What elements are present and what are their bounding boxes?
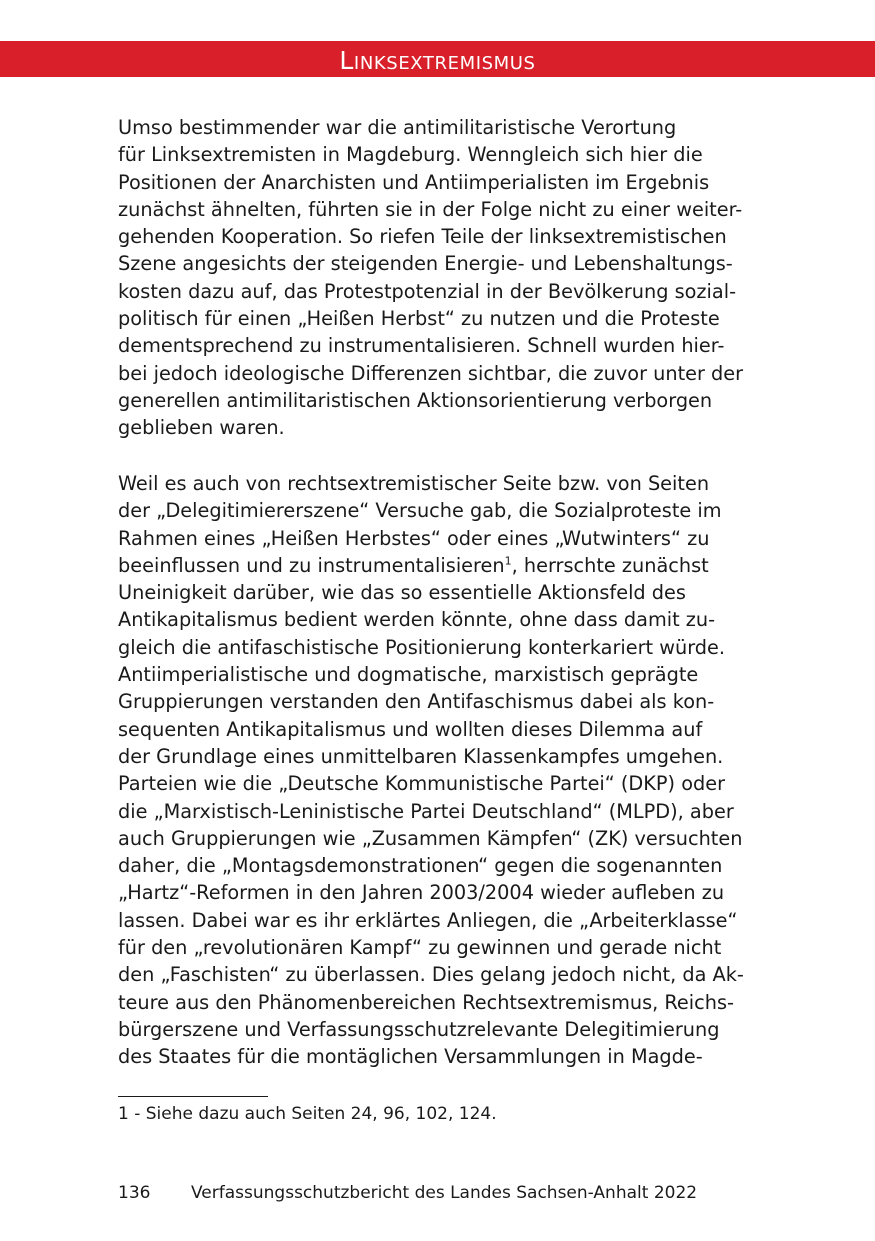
section-header-bar bbox=[0, 41, 875, 77]
text-line: Positionen der Anarchisten und Antiimperialisten im Ergebnis bbox=[118, 170, 710, 194]
text-line: Uneinigkeit darüber, wie das so essentielle Aktionsfeld des bbox=[118, 581, 686, 605]
text-line: zunächst ähnelten, führten sie in der Folge nicht zu einer weiter- bbox=[118, 197, 743, 221]
text-line: Parteien wie die „Deutsche Kommunistische Partei“ (DKP) oder bbox=[118, 772, 726, 796]
footnote-divider bbox=[118, 1096, 268, 1097]
text-line: teure aus den Phänomenbereichen Rechtsextremismus, Reichs- bbox=[118, 990, 734, 1014]
text-line: Weil es auch von rechtsextremistischer Seite bzw. von Seiten bbox=[118, 472, 710, 495]
footnote: 1 - Siehe dazu auch Seiten 24, 96, 102, 124. bbox=[118, 1104, 497, 1124]
text-line: kosten dazu auf, das Protestpotenzial in der Bevölkerung sozial- bbox=[118, 279, 737, 303]
text-line: der „Delegitimiererszene“ Versuche gab, die Sozialproteste im bbox=[118, 499, 722, 523]
text-line: des Staates für die montäglichen Versammlungen in Magde- bbox=[118, 1045, 703, 1069]
text-line: sequenten Antikapitalismus und wollten dieses Dilemma auf bbox=[118, 717, 703, 741]
text-segment: beeinflussen und zu instrumentalisieren bbox=[118, 553, 505, 577]
text-line: daher, die „Montagsdemonstrationen“ gegen die sogenannten bbox=[118, 854, 723, 878]
text-line: Szene angesichts der steigenden Energie- und Lebenshaltungs- bbox=[118, 252, 733, 276]
text-line: Rahmen eines „Heißen Herbstes“ oder eines „Wutwinters“ zu bbox=[118, 526, 710, 550]
text-line: „Hartz“-Reformen in den Jahren 2003/2004 wieder aufleben zu bbox=[118, 881, 725, 905]
text-line: auch Gruppierungen wie „Zusammen Kämpfen“ (ZK) versuchten bbox=[118, 826, 743, 850]
text-line: lassen. Dabei war es ihr erklärtes Anliegen, die „Arbeiterklasse“ bbox=[118, 908, 738, 932]
text-line: Gruppierungen verstanden den Antifaschismus dabei als kon- bbox=[118, 690, 715, 714]
page-footer bbox=[118, 1180, 697, 1206]
footnote-reference[interactable]: 1 bbox=[504, 554, 512, 568]
text-line: dementsprechend zu instrumentalisieren. Schnell wurden hier- bbox=[118, 334, 725, 358]
text-line: geblieben waren. bbox=[118, 416, 285, 440]
paragraph-2 bbox=[118, 470, 758, 1071]
text-line: Antikapitalismus bedient werden könnte, ohne dass damit zu- bbox=[118, 608, 716, 632]
text-line: der Grundlage eines unmittelbaren Klassenkampfes umgehen. bbox=[118, 744, 724, 768]
text-line: gleich die antifaschistische Positionierung konterkariert würde. bbox=[118, 635, 726, 659]
page-number: 136 bbox=[118, 1183, 151, 1203]
text-line: die „Marxistisch-Leninistische Partei Deutschland“ (MLPD), aber bbox=[118, 799, 734, 823]
text-line: Umso bestimmender war die antimilitaristische Verortung bbox=[118, 116, 677, 139]
text-line-with-footnote bbox=[118, 552, 758, 579]
text-line: gehenden Kooperation. So riefen Teile der linksextremistischen bbox=[118, 225, 727, 249]
text-line: politisch für einen „Heißen Herbst“ zu nutzen und die Proteste bbox=[118, 307, 720, 331]
text-line: Antiimperialistische und dogmatische, marxistisch geprägte bbox=[118, 663, 699, 687]
text-line: generellen antimilitaristischen Aktionsorientierung verborgen bbox=[118, 388, 713, 412]
text-line: den „Faschisten“ zu überlassen. Dies gelang jedoch nicht, da Ak- bbox=[118, 963, 744, 987]
text-segment: , herrschte zunächst bbox=[511, 553, 709, 577]
text-line: für Linksextremisten in Magdeburg. Wenngleich sich hier die bbox=[118, 143, 703, 167]
publication-title: Verfassungsschutzbericht des Landes Sachsen-Anhalt 2022 bbox=[191, 1183, 698, 1203]
text-line: für den „revolutionären Kampf“ zu gewinnen und gerade nicht bbox=[118, 936, 722, 960]
paragraph-1 bbox=[118, 114, 758, 442]
section-title: Linksextremismus bbox=[339, 46, 536, 75]
text-line: bei jedoch ideologische Differenzen sichtbar, die zuvor unter der bbox=[118, 361, 744, 385]
text-line: bürgerszene und Verfassungsschutzrelevante Delegitimierung bbox=[118, 1017, 720, 1041]
